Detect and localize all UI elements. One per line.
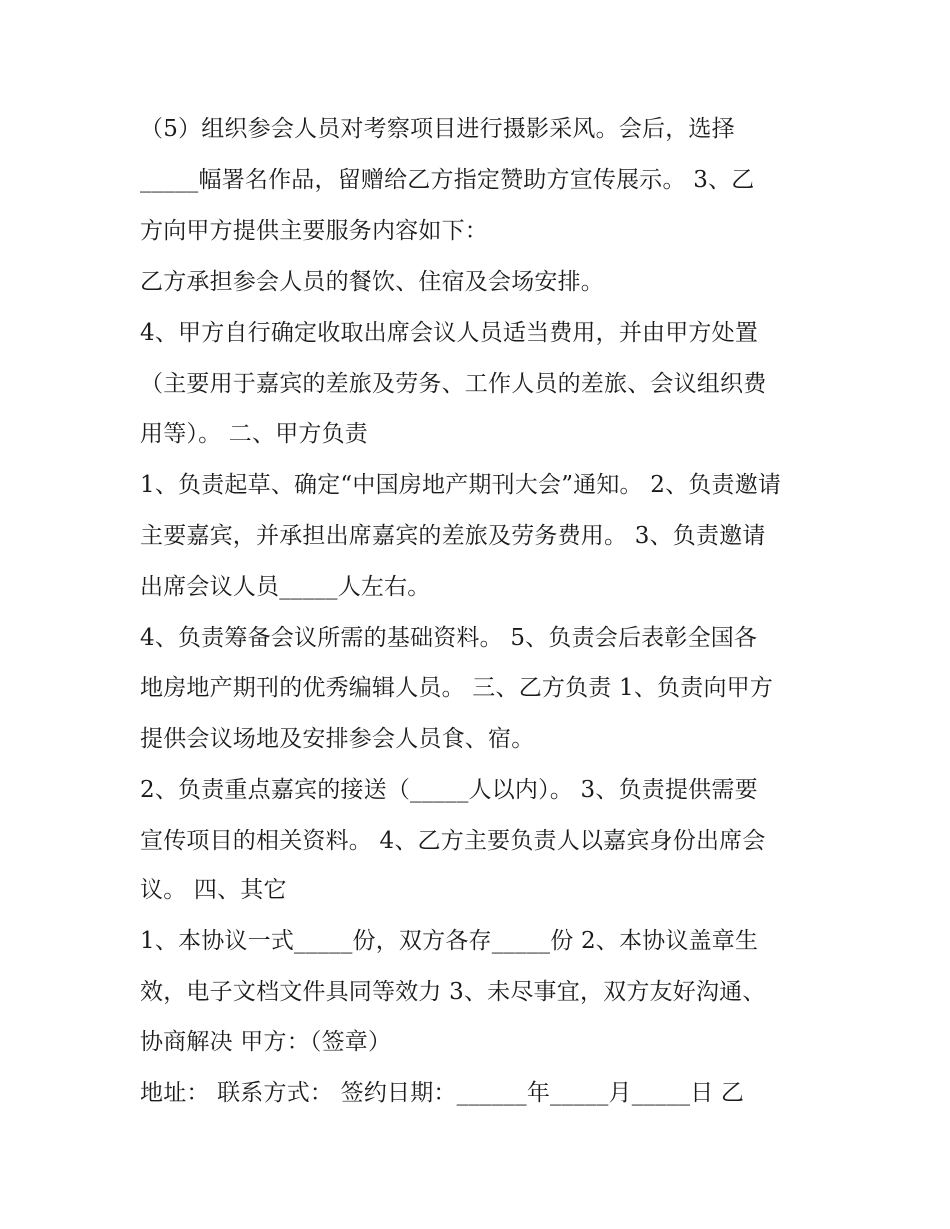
- text-line: 效，电子文档文件具同等效力 3、未尽事宜，双方友好沟通、: [140, 979, 766, 1005]
- text-line: 4、负责筹备会议所需的基础资料。 5、负责会后表彰全国各: [140, 625, 758, 651]
- text-line: 方向甲方提供主要服务内容如下：: [140, 218, 488, 244]
- text-line: 地房地产期刊的优秀编辑人员。 三、乙方负责 1、负责向甲方: [140, 675, 774, 701]
- text-line: 4、甲方自行确定收取出席会议人员适当费用，并由甲方处置: [140, 320, 759, 346]
- text-line: _____幅署名作品，留赠给乙方指定赞助方宣传展示。 3、乙: [140, 167, 755, 193]
- text-line: 1、负责起草、确定“中国房地产期刊大会”通知。 2、负责邀请: [140, 472, 782, 498]
- text-line: 1、本协议一式_____份，双方各存_____份 2、本协议盖章生: [140, 928, 759, 954]
- text-line: 协商解决 甲方：（签章）: [140, 1029, 392, 1055]
- text-line: （主要用于嘉宾的差旅及劳务、工作人员的差旅、会议组织费: [140, 371, 767, 397]
- text-line: 乙方承担参会人员的餐饮、住宿及会场安排。: [140, 269, 604, 295]
- text-line: 出席会议人员_____人左右。: [140, 574, 431, 600]
- text-line: 用等）。 二、甲方负责: [140, 421, 369, 447]
- text-line: 宣传项目的相关资料。 4、乙方主要负责人以嘉宾身份出席会: [140, 828, 766, 854]
- text-line: 地址： 联系方式： 签约日期：______年_____月_____日 乙: [140, 1080, 745, 1106]
- text-line: 提供会议场地及安排参会人员食、宿。: [140, 726, 535, 752]
- text-line: （5）组织参会人员对考察项目进行摄影采风。会后，选择: [140, 116, 735, 142]
- text-line: 主要嘉宾，并承担出席嘉宾的差旅及劳务费用。 3、负责邀请: [140, 523, 766, 549]
- text-line: 2、负责重点嘉宾的接送（_____人以内）。 3、负责提供需要: [140, 777, 758, 803]
- text-line: 议。 四、其它: [140, 877, 287, 903]
